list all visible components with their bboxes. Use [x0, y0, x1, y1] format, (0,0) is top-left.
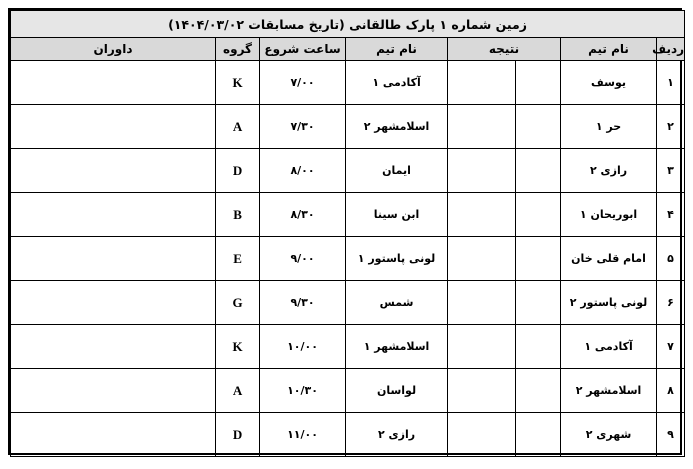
team2-name-cell: ابن سینا — [346, 193, 448, 237]
result-home-cell — [516, 369, 561, 413]
table-row — [11, 61, 685, 105]
team2-name-cell: شمس — [346, 281, 448, 325]
team1-name-cell: رازی ۲ — [561, 149, 657, 193]
referees-cell — [11, 61, 216, 105]
table-row — [11, 149, 685, 193]
table-row — [11, 105, 685, 149]
result-away-cell — [448, 325, 516, 369]
start-time-cell: ۷/۰۰ — [260, 61, 346, 105]
group-cell: E — [216, 237, 260, 281]
result-away-cell — [448, 281, 516, 325]
schedule-sheet — [8, 8, 685, 455]
result-away-cell — [448, 369, 516, 413]
team2-name-cell: لونی پاستور ۱ — [346, 237, 448, 281]
result-away-cell — [448, 61, 516, 105]
row-number-cell: ۶ — [657, 281, 685, 325]
team1-name-cell: لونی پاستور ۲ — [561, 281, 657, 325]
group-cell: D — [216, 149, 260, 193]
row-number-cell: ۴ — [657, 193, 685, 237]
row-number-cell: ۸ — [657, 369, 685, 413]
header-row-number: ردیف — [657, 38, 685, 61]
result-home-cell — [516, 237, 561, 281]
header-team1: نام تیم — [561, 38, 657, 61]
start-time-cell: ۷/۳۰ — [260, 105, 346, 149]
start-time-cell: ۸/۳۰ — [260, 193, 346, 237]
group-cell: A — [216, 105, 260, 149]
group-cell: B — [216, 193, 260, 237]
referees-cell — [11, 237, 216, 281]
team1-name-cell: ابوریحان ۱ — [561, 193, 657, 237]
row-number-cell: ۵ — [657, 237, 685, 281]
team1-name-cell: حر ۱ — [561, 105, 657, 149]
result-away-cell — [448, 413, 516, 457]
table-row — [11, 281, 685, 325]
referees-cell — [11, 193, 216, 237]
team1-name-cell: شهری ۲ — [561, 413, 657, 457]
start-time-cell: ۸/۰۰ — [260, 149, 346, 193]
team2-name-cell: اسلامشهر ۲ — [346, 105, 448, 149]
start-time-cell: ۱۰/۰۰ — [260, 325, 346, 369]
group-cell: K — [216, 325, 260, 369]
table-row — [11, 193, 685, 237]
row-number-cell: ۷ — [657, 325, 685, 369]
group-cell: A — [216, 369, 260, 413]
row-number-cell: ۲ — [657, 105, 685, 149]
team2-name-cell: ایمان — [346, 149, 448, 193]
referees-cell — [11, 325, 216, 369]
result-away-cell — [448, 193, 516, 237]
referees-cell — [11, 369, 216, 413]
referees-cell — [11, 149, 216, 193]
header-team2: نام تیم — [346, 38, 448, 61]
group-cell: G — [216, 281, 260, 325]
group-cell: D — [216, 413, 260, 457]
result-away-cell — [448, 105, 516, 149]
team1-name-cell: یوسف — [561, 61, 657, 105]
header-group: گروه — [216, 38, 260, 61]
match-schedule-table — [10, 10, 685, 457]
result-home-cell — [516, 325, 561, 369]
result-home-cell — [516, 105, 561, 149]
table-row — [11, 413, 685, 457]
referees-cell — [11, 105, 216, 149]
start-time-cell: ۹/۰۰ — [260, 237, 346, 281]
team2-name-cell: لواسان — [346, 369, 448, 413]
header-result: نتیجه — [448, 38, 561, 61]
start-time-cell: ۱۱/۰۰ — [260, 413, 346, 457]
start-time-cell: ۱۰/۳۰ — [260, 369, 346, 413]
team1-name-cell: امام قلی خان — [561, 237, 657, 281]
page-title: زمین شماره ۱ پارک طالقانی (تاریخ مسابقات ۱۴۰۴/۰۳/۰۲) — [11, 11, 685, 38]
header-referees: داوران — [11, 38, 216, 61]
row-number-cell: ۳ — [657, 149, 685, 193]
result-home-cell — [516, 193, 561, 237]
team2-name-cell: اسلامشهر ۱ — [346, 325, 448, 369]
result-away-cell — [448, 237, 516, 281]
team1-name-cell: اسلامشهر ۲ — [561, 369, 657, 413]
table-row — [11, 369, 685, 413]
referees-cell — [11, 281, 216, 325]
team2-name-cell: آکادمی ۱ — [346, 61, 448, 105]
result-home-cell — [516, 61, 561, 105]
result-home-cell — [516, 413, 561, 457]
team1-name-cell: آکادمی ۱ — [561, 325, 657, 369]
referees-cell — [11, 413, 216, 457]
result-home-cell — [516, 149, 561, 193]
result-away-cell — [448, 149, 516, 193]
table-row — [11, 237, 685, 281]
table-row — [11, 325, 685, 369]
group-cell: K — [216, 61, 260, 105]
header-start-time: ساعت شروع — [260, 38, 346, 61]
start-time-cell: ۹/۳۰ — [260, 281, 346, 325]
row-number-cell: ۱ — [657, 61, 685, 105]
row-number-cell: ۹ — [657, 413, 685, 457]
result-home-cell — [516, 281, 561, 325]
team2-name-cell: رازی ۲ — [346, 413, 448, 457]
